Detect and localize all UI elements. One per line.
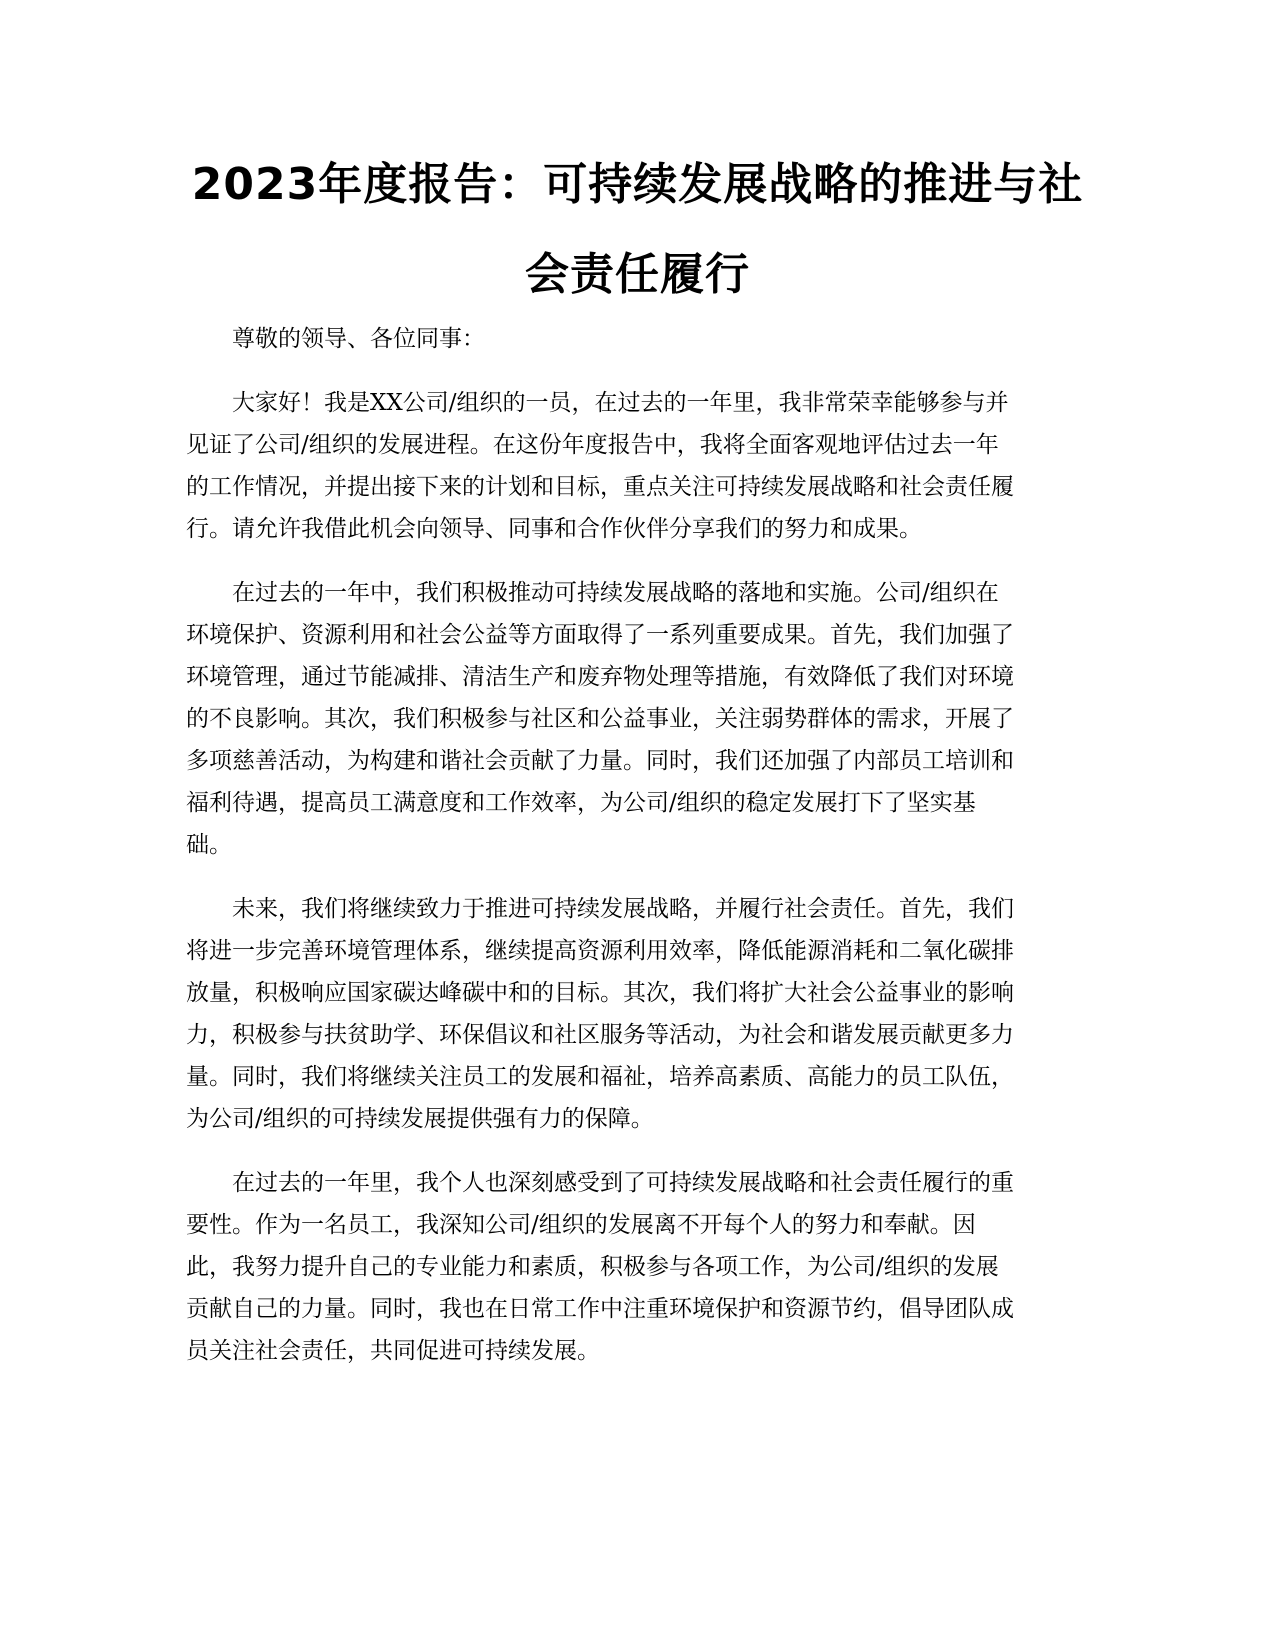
paragraph-line: 的不良影响。其次，我们积极参与社区和公益事业，关注弱势群体的需求，开展了 <box>186 706 1014 732</box>
paragraph-line: 将进一步完善环境管理体系，继续提高资源利用效率，降低能源消耗和二氧化碳排 <box>186 938 1014 964</box>
paragraph-future <box>186 888 1086 1140</box>
paragraph-line: 此，我努力提升自己的专业能力和素质，积极参与各项工作，为公司/组织的发展 <box>186 1254 999 1280</box>
paragraph-line: 量。同时，我们将继续关注员工的发展和福祉，培养高素质、高能力的员工队伍， <box>186 1064 1014 1090</box>
document-title <box>150 140 1125 320</box>
salutation <box>186 318 1086 360</box>
paragraph-intro <box>186 382 1086 550</box>
paragraph-line: 的工作情况，并提出接下来的计划和目标，重点关注可持续发展战略和社会责任履 <box>186 474 1014 500</box>
paragraph-line: 福利待遇，提高员工满意度和工作效率，为公司/组织的稳定发展打下了坚实基 <box>186 790 976 816</box>
paragraph-line: 环境保护、资源利用和社会公益等方面取得了一系列重要成果。首先，我们加强了 <box>186 622 1014 648</box>
title-line-2: 会责任履行 <box>525 249 750 300</box>
paragraph-past-year <box>186 572 1086 866</box>
paragraph-line: 贡献自己的力量。同时，我也在日常工作中注重环境保护和资源节约，倡导团队成 <box>186 1296 1014 1322</box>
paragraph-personal <box>186 1162 1086 1372</box>
title-line-1: 2023年度报告：可持续发展战略的推进与社 <box>191 159 1084 210</box>
paragraph-line: 多项慈善活动，为构建和谐社会贡献了力量。同时，我们还加强了内部员工培训和 <box>186 748 1014 774</box>
salutation-text: 尊敬的领导、各位同事： <box>232 326 485 352</box>
paragraph-line: 在过去的一年中，我们积极推动可持续发展战略的落地和实施。公司/组织在 <box>232 580 999 606</box>
paragraph-line: 环境管理，通过节能减排、清洁生产和废弃物处理等措施，有效降低了我们对环境 <box>186 664 1014 690</box>
paragraph-line: 大家好！我是XX公司/组织的一员，在过去的一年里，我非常荣幸能够参与并 <box>232 390 1009 416</box>
paragraph-line: 行。请允许我借此机会向领导、同事和合作伙伴分享我们的努力和成果。 <box>186 516 922 542</box>
paragraph-line: 力，积极参与扶贫助学、环保倡议和社区服务等活动，为社会和谐发展贡献更多力 <box>186 1022 1014 1048</box>
paragraph-line: 为公司/组织的可持续发展提供强有力的保障。 <box>186 1106 654 1132</box>
paragraph-line: 员关注社会责任，共同促进可持续发展。 <box>186 1338 600 1364</box>
paragraph-line: 在过去的一年里，我个人也深刻感受到了可持续发展战略和社会责任履行的重 <box>232 1170 1014 1196</box>
paragraph-line: 未来，我们将继续致力于推进可持续发展战略，并履行社会责任。首先，我们 <box>232 896 1014 922</box>
document-body <box>186 318 1086 1394</box>
paragraph-line: 放量，积极响应国家碳达峰碳中和的目标。其次，我们将扩大社会公益事业的影响 <box>186 980 1014 1006</box>
paragraph-line: 础。 <box>186 832 232 858</box>
paragraph-line: 见证了公司/组织的发展进程。在这份年度报告中，我将全面客观地评估过去一年 <box>186 432 999 458</box>
paragraph-line: 要性。作为一名员工，我深知公司/组织的发展离不开每个人的努力和奉献。因 <box>186 1212 976 1238</box>
